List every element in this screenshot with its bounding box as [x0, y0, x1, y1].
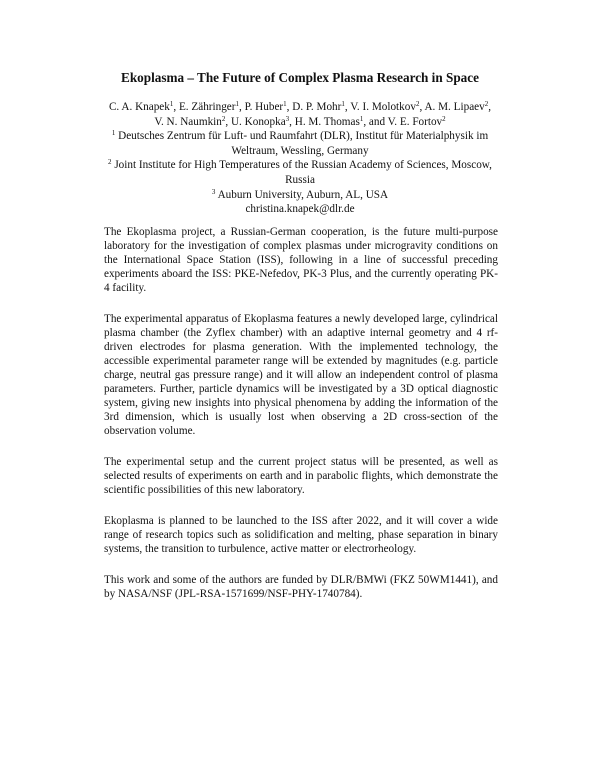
- affiliation-2: [0, 158, 600, 187]
- affiliation-text: Joint Institute for High Temperatures of the Russian Academy of Sciences, Moscow,: [114, 159, 492, 172]
- author-affiliation-marker: 3: [285, 114, 290, 123]
- contact-email: christina.knapek@dlr.de: [245, 203, 355, 216]
- abstract-paragraph: The experimental apparatus of Ekoplasma features a newly developed large, cylindrical plasma chamber (the Zyflex chamber) with an adaptive internal geometry and 4 rf-driven electrodes for plasma generation. With the implemented technology, the accessible experimental parameter range will be extended by magnitudes (e.g. particle charge, neutral gas pressure range) and it will allow an independent control of plasma parameters. Further, particle dynamics will be investigated by a 3D optical diagnostic system, giving new insights into physical phenomena by adding the information of the 3rd dimension, which is usually lost when observing a 2D cross-section of the observation volume.: [104, 313, 498, 437]
- author-affiliation-marker: 1: [341, 100, 345, 108]
- abstract-paragraph: The experimental setup and the current project status will be presented, as well as selected results of experiments on earth and in parabolic flights, which demonstrate the scientific possibilities of this new laboratory.: [104, 456, 498, 496]
- abstract-paragraph: Ekoplasma is planned to be launched to the ISS after 2022, and it will cover a wide range of research topics such as solidification and melting, phase separation in binary systems, the transition to turbulence, active matter or electrorheology.: [104, 515, 498, 555]
- author-list: C. A. Knapek$^1$, E. Zähringer$^1$, P. Huber$^1$, D. P. Mohr$^1$, V. I. Molotkov$^2$, A. M. Lipaev$^2$, V. N. Naumkin$^2$, U. Konopka$^3$, H. M. Thomas$^1$, and V. E. Fortov$^2$: [108, 100, 492, 128]
- author-affiliation-marker: 1: [283, 100, 287, 108]
- author-affiliation-marker: 2: [415, 100, 420, 108]
- affiliation-text: Deutsches Zentrum für Luft- und Raumfahrt (DLR), Institut für Materialphysik im: [118, 130, 489, 143]
- author-name: P. Huber: [244, 101, 284, 113]
- paper-title: Ekoplasma – The Future of Complex Plasma Research in Space: [121, 70, 479, 85]
- author-affiliation-marker: 2: [484, 100, 489, 108]
- abstract-body: [104, 225, 498, 618]
- author-block: [0, 100, 600, 217]
- author-affiliation-marker: 1: [235, 100, 240, 108]
- affiliation-3: [0, 188, 600, 203]
- author-affiliation-marker: 1: [359, 114, 364, 123]
- affiliation-1: [0, 129, 600, 158]
- affiliation-text: Auburn University, Auburn, AL, USA: [217, 188, 389, 201]
- affiliation-text: Russia: [285, 173, 315, 186]
- author-name: C. A. Knapek: [108, 101, 170, 113]
- author-affiliation-marker: 2: [221, 114, 226, 123]
- author-affiliation-marker: 1: [169, 100, 174, 108]
- author-name: D. P. Mohr: [292, 101, 342, 113]
- author-name: V. E. Fortov: [387, 115, 443, 128]
- author-name: E. Zähringer: [178, 101, 236, 113]
- affiliation-number: 1: [111, 129, 116, 138]
- author-name: H. M. Thomas: [294, 115, 360, 128]
- author-name: V. I. Molotkov: [350, 101, 416, 113]
- abstract-paragraph: The Ekoplasma project, a Russian-German cooperation, is the future multi-purpose laboratory for the investigation of complex plasmas under microgravity conditions on the International Space Station (ISS), following in a line of successful preceding experiments aboard the ISS: PKE-Nefedov, PK-3 Plus, and the currently operating PK-4 facility.: [104, 226, 498, 294]
- affiliation-text: Weltraum, Wessling, Germany: [231, 144, 369, 157]
- funding-paragraph: This work and some of the authors are funded by DLR/BMWi (FKZ 50WM1441), and by NASA/NSF (JPL-RSA-1571699/NSF-PHY-1740784).: [104, 574, 498, 600]
- author-name: V. N. Naumkin: [154, 115, 222, 128]
- author-affiliation-marker: 2: [442, 114, 446, 123]
- affiliation-number: 3: [211, 187, 216, 196]
- author-name: U. Konopka: [230, 115, 286, 128]
- affiliation-number: 2: [108, 158, 112, 167]
- author-name: A. M. Lipaev: [424, 101, 485, 113]
